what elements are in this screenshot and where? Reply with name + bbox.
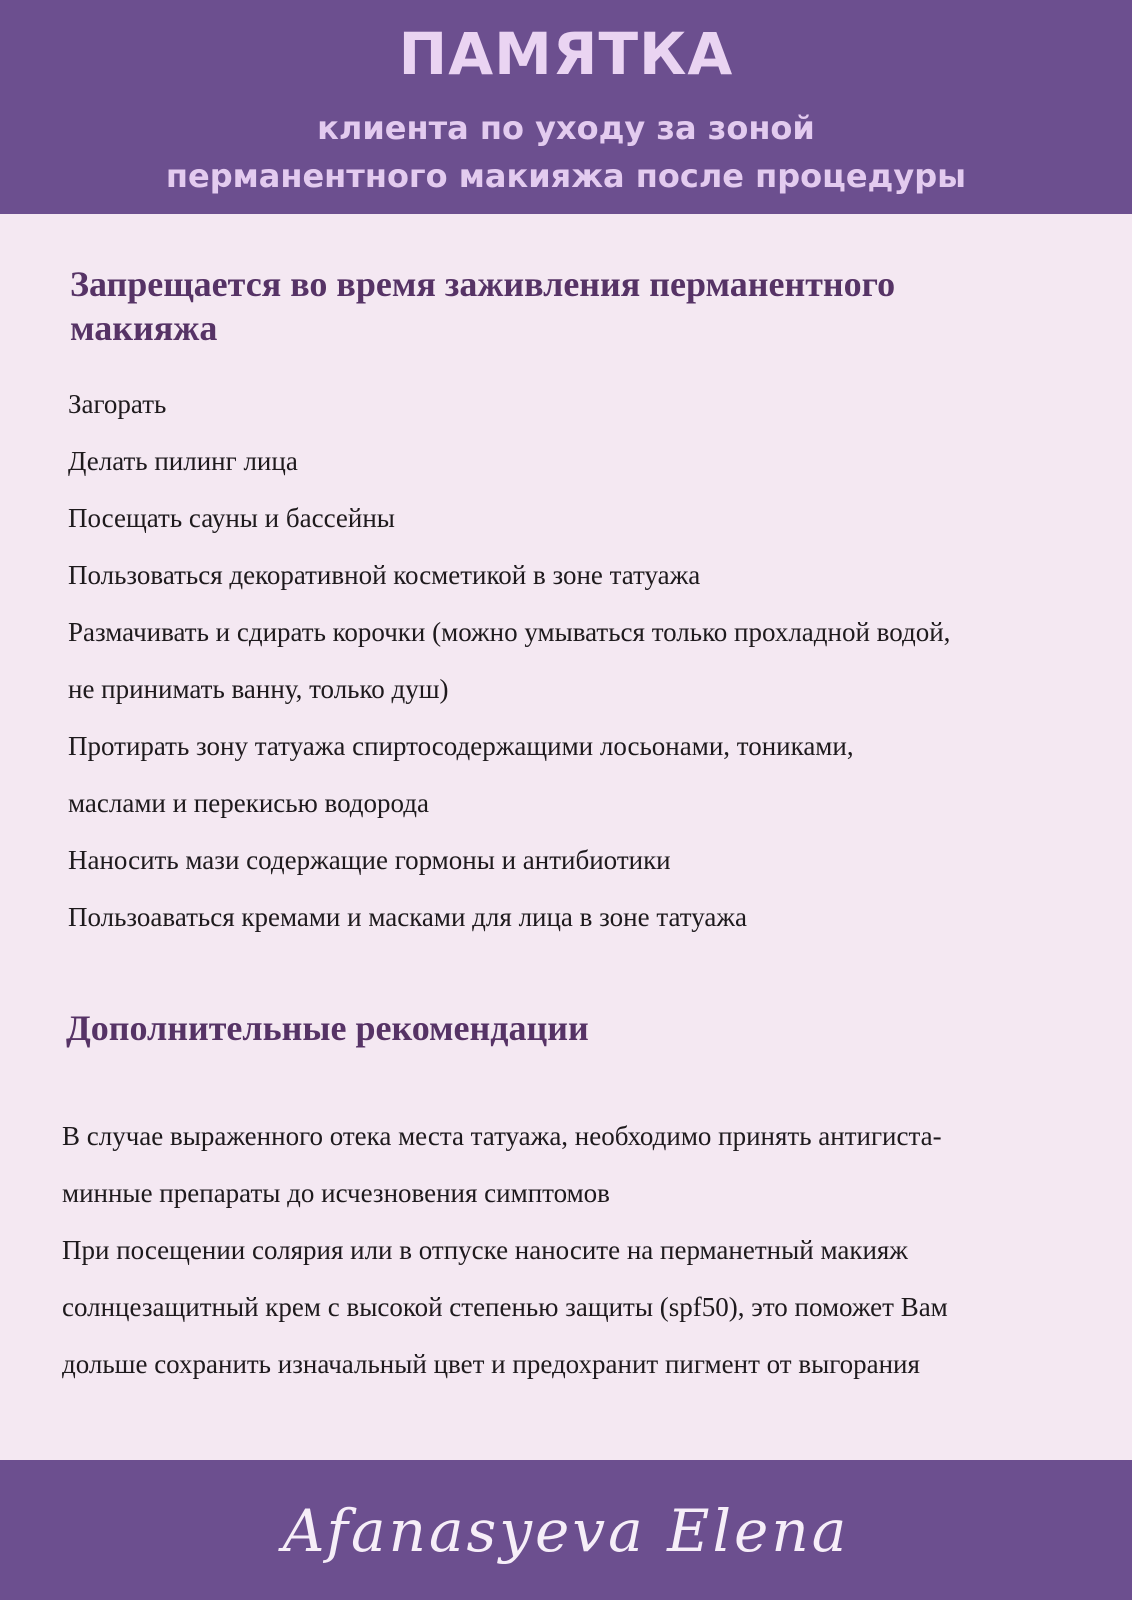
recommendation-line: дольше сохранить изначальный цвет и предохранит пигмент от выгорания — [62, 1349, 920, 1379]
prohibited-list — [68, 376, 1088, 946]
list-item: маслами и перекисью водорода — [68, 788, 429, 818]
footer-band — [0, 1460, 1132, 1600]
author-signature: Afanasyeva Elena — [282, 1497, 850, 1565]
list-item: Пользоаваться кремами и масками для лица в зоне татуажа — [68, 902, 747, 932]
list-item: Протирать зону татуажа спиртосодержащими лосьонами, тониками, — [68, 731, 854, 761]
subtitle-line: перманентного макияжа после процедуры — [165, 157, 967, 195]
list-item: Пользоваться декоративной косметикой в зоне татуажа — [68, 560, 701, 590]
recommendation-line: При посещении солярия или в отпуске наносите на перманетный макияж — [62, 1235, 908, 1265]
recommendation-line: В случае выраженного отека места татуажа, необходимо принять антигиста- — [62, 1121, 942, 1151]
subtitle-line: клиента по уходу за зоной — [317, 109, 815, 147]
list-item: Посещать сауны и бассейны — [68, 503, 395, 533]
recommendations-text — [62, 1108, 1082, 1393]
recommendation-line: солнцезащитный крем с высокой степенью защиты (spf50), это поможет Вам — [62, 1292, 948, 1322]
prohibited-section-title: Запрещается во время заживления перманентного макияжа — [70, 264, 896, 348]
recommendation-line: минные препараты до исчезновения симптомов — [62, 1178, 610, 1208]
list-item: Делать пилинг лица — [68, 446, 298, 476]
list-item: Загорать — [68, 389, 167, 419]
list-item: Наносить мази содержащие гормоны и антибиотики — [68, 845, 671, 875]
page-title: ПАМЯТКА — [398, 20, 734, 88]
header-band — [0, 0, 1132, 214]
content-area — [0, 214, 1132, 1460]
list-item: не принимать ванну, только душ) — [68, 674, 449, 704]
page-subtitle — [0, 104, 1132, 200]
list-item: Размачивать и сдирать корочки (можно умываться только прохладной водой, — [68, 617, 951, 647]
recommendations-section-title: Дополнительные рекомендации — [66, 1008, 589, 1048]
